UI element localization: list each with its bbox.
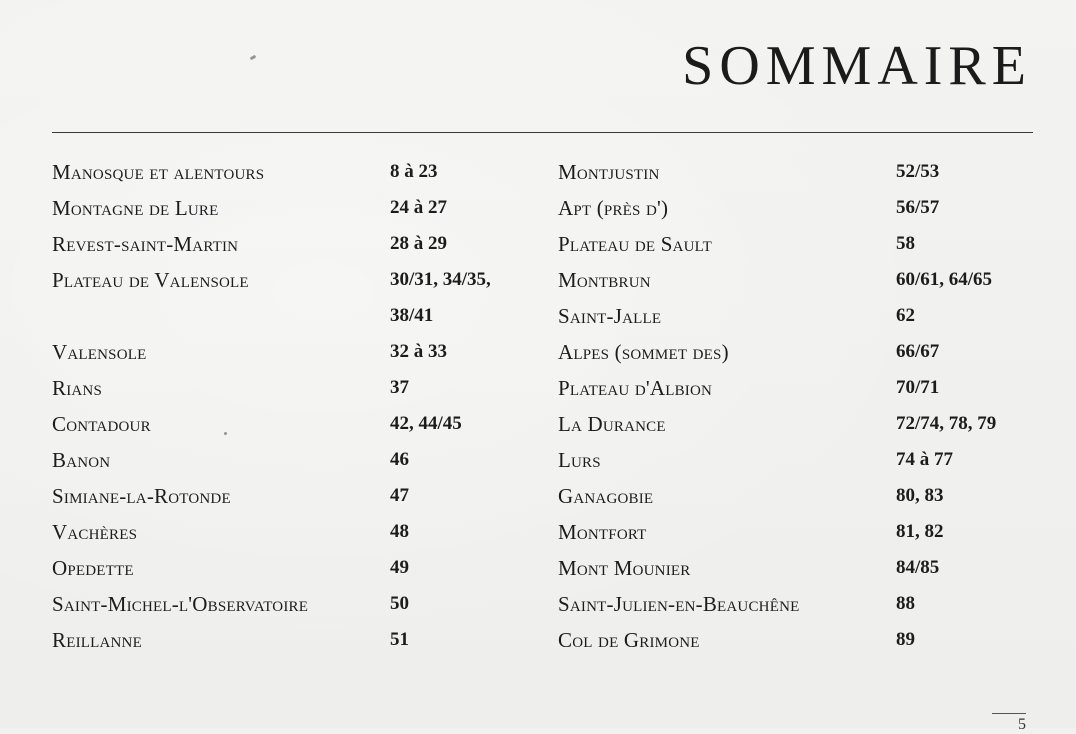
toc-pages: 37 [390, 377, 409, 398]
toc-place: Plateau de Sault [558, 232, 712, 256]
toc-pages: 8 à 23 [390, 161, 438, 182]
toc-place: Alpes (sommet des) [558, 340, 729, 364]
toc-place: Manosque et alentours [52, 160, 265, 184]
toc-place: Banon [52, 448, 111, 472]
title-divider [52, 132, 1033, 133]
toc-place: Lurs [558, 448, 601, 472]
toc-pages: 42, 44/45 [390, 413, 462, 434]
toc-pages: 24 à 27 [390, 197, 447, 218]
toc-pages: 51 [390, 629, 409, 650]
toc-pages: 60/61, 64/65 [896, 269, 993, 290]
toc-place: Montfort [558, 520, 647, 544]
toc-pages: 48 [390, 521, 409, 542]
toc-pages: 88 [896, 593, 915, 614]
toc-place: Opedette [52, 556, 134, 580]
toc-place: Reillanne [52, 628, 142, 652]
toc-pages: 89 [896, 629, 915, 650]
toc-pages: 80, 83 [896, 485, 944, 506]
toc-place: Plateau de Valensole [52, 268, 249, 292]
toc-place: Ganagobie [558, 484, 654, 508]
toc-place: La Durance [558, 412, 666, 436]
toc-place: Valensole [52, 340, 147, 364]
page-number: 5 [992, 713, 1026, 734]
toc-pages: 70/71 [896, 377, 940, 398]
toc-pages: 74 à 77 [896, 449, 953, 470]
toc-place: Revest-saint-Martin [52, 232, 239, 256]
toc-pages: 81, 82 [896, 521, 944, 542]
toc-pages: 32 à 33 [390, 341, 447, 362]
toc-pages: 49 [390, 557, 409, 578]
toc-pages: 30/31, 34/35, [390, 269, 491, 290]
toc-pages: 58 [896, 233, 915, 254]
paper-speck [223, 431, 227, 435]
toc-place: Saint-Julien-en-Beauchêne [558, 592, 800, 616]
paper-speck [250, 55, 257, 61]
toc-place: Simiane-la-Rotonde [52, 484, 231, 508]
toc-place: Montjustin [558, 160, 660, 184]
toc-pages: 66/67 [896, 341, 940, 362]
toc-place: Saint-Michel-l'Observatoire [52, 592, 309, 616]
toc-place: Apt (près d') [558, 196, 669, 220]
toc-pages: 38/41 [390, 305, 434, 326]
toc-pages: 52/53 [896, 161, 940, 182]
toc-place: Col de Grimone [558, 628, 700, 652]
toc-place: Rians [52, 376, 103, 400]
toc-place: Montagne de Lure [52, 196, 219, 220]
toc-pages: 84/85 [896, 557, 940, 578]
toc-pages: 46 [390, 449, 409, 470]
toc-pages: 56/57 [896, 197, 940, 218]
toc-pages: 50 [390, 593, 409, 614]
page-title: SOMMAIRE [682, 35, 1032, 97]
toc-place: Vachères [52, 520, 138, 544]
toc-place: Contadour [52, 412, 151, 436]
toc-pages: 47 [390, 485, 409, 506]
toc-place: Saint-Jalle [558, 304, 662, 328]
toc-pages: 28 à 29 [390, 233, 447, 254]
toc-pages: 72/74, 78, 79 [896, 413, 997, 434]
toc-place: Plateau d'Albion [558, 376, 713, 400]
toc-place: Montbrun [558, 268, 651, 292]
toc-pages: 62 [896, 305, 915, 326]
toc-place: Mont Mounier [558, 556, 691, 580]
